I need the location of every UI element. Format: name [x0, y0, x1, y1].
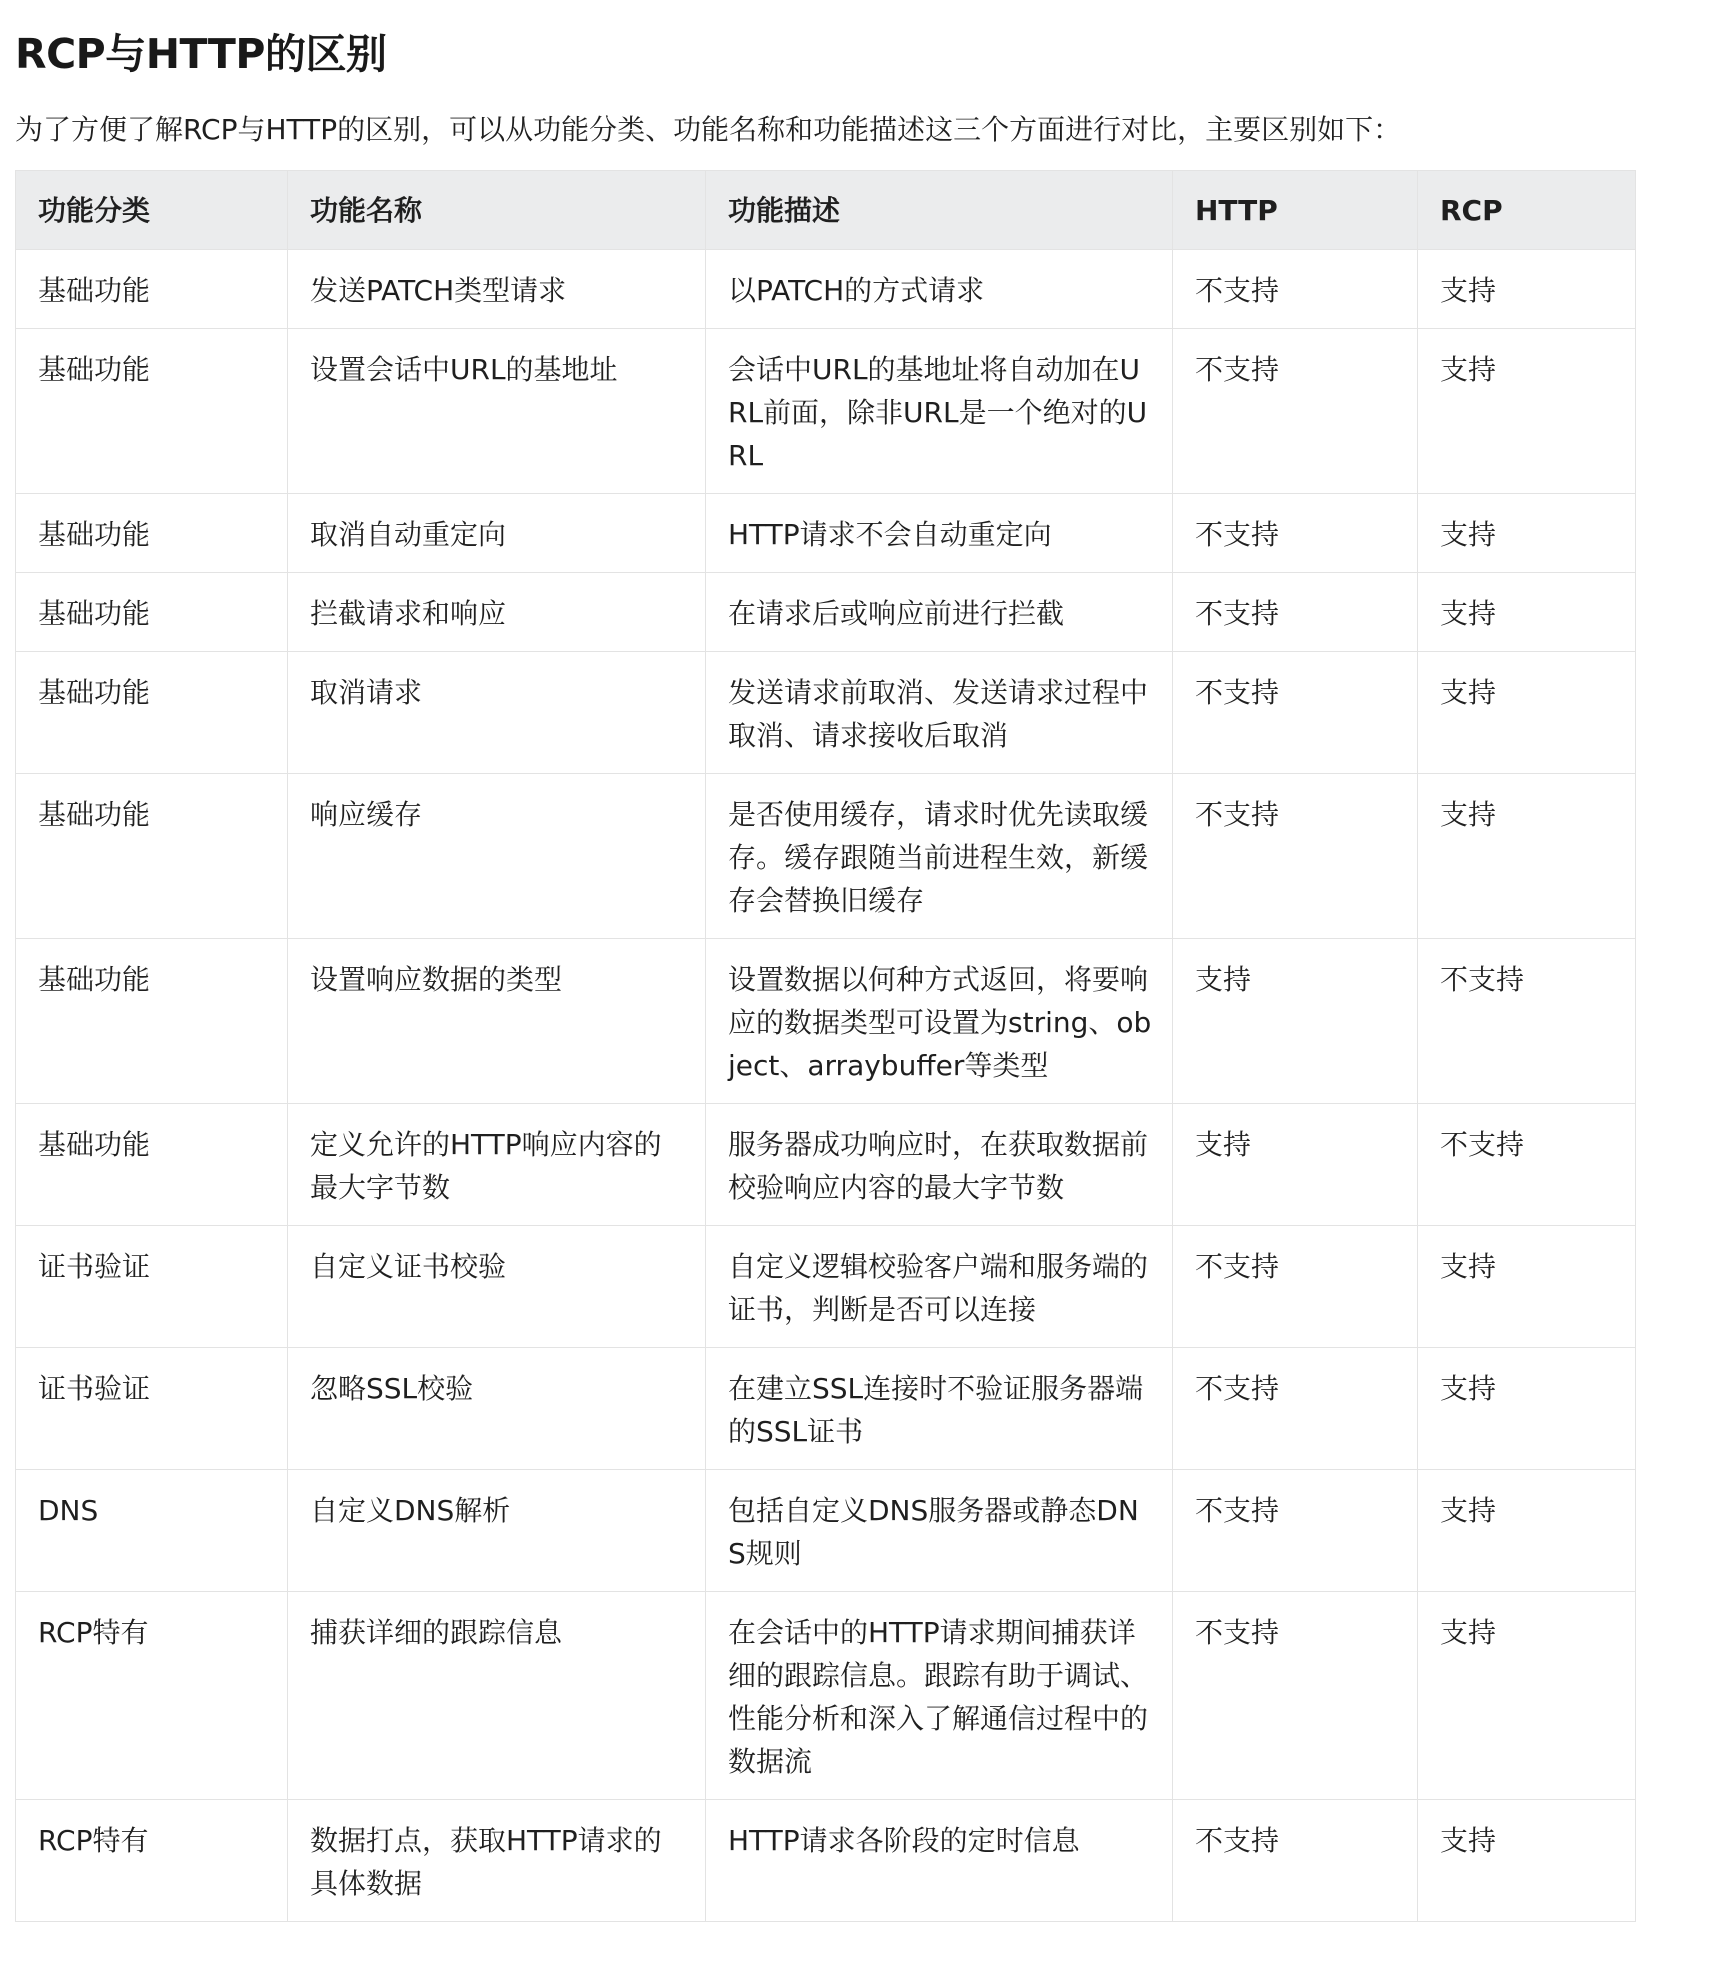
- cell-category: 基础功能: [16, 329, 288, 494]
- cell-description: 包括自定义DNS服务器或静态DNS规则: [706, 1470, 1173, 1592]
- table-row: [16, 573, 1636, 652]
- table-row: [16, 250, 1636, 329]
- cell-feature-name: 自定义证书校验: [288, 1226, 706, 1348]
- cell-http: 支持: [1173, 1104, 1418, 1226]
- cell-category: 证书验证: [16, 1348, 288, 1470]
- table-row: [16, 1104, 1636, 1226]
- cell-category: 基础功能: [16, 250, 288, 329]
- intro-paragraph: 为了方便了解RCP与HTTP的区别，可以从功能分类、功能名称和功能描述这三个方面进行对比，主要区别如下：: [15, 113, 1402, 146]
- cell-rcp: 支持: [1418, 573, 1636, 652]
- cell-rcp: 不支持: [1418, 1104, 1636, 1226]
- page-title: RCP与HTTP的区别: [15, 30, 387, 78]
- table-row: [16, 1592, 1636, 1800]
- cell-description: 以PATCH的方式请求: [706, 250, 1173, 329]
- table-row: [16, 652, 1636, 774]
- cell-description: 在会话中的HTTP请求期间捕获详细的跟踪信息。跟踪有助于调试、性能分析和深入了解通信过程中的数据流: [706, 1592, 1173, 1800]
- cell-feature-name: 取消请求: [288, 652, 706, 774]
- cell-category: 基础功能: [16, 573, 288, 652]
- cell-category: 证书验证: [16, 1226, 288, 1348]
- cell-feature-name: 发送PATCH类型请求: [288, 250, 706, 329]
- cell-feature-name: 设置响应数据的类型: [288, 939, 706, 1104]
- cell-http: 不支持: [1173, 1592, 1418, 1800]
- table-header: [16, 171, 1636, 250]
- header-row: [16, 171, 1636, 250]
- header-feature-name: 功能名称: [288, 171, 706, 250]
- cell-rcp: 支持: [1418, 1226, 1636, 1348]
- cell-rcp: 支持: [1418, 1592, 1636, 1800]
- cell-description: 发送请求前取消、发送请求过程中取消、请求接收后取消: [706, 652, 1173, 774]
- cell-http: 不支持: [1173, 652, 1418, 774]
- cell-http: 不支持: [1173, 1470, 1418, 1592]
- cell-rcp: 支持: [1418, 1800, 1636, 1922]
- cell-feature-name: 忽略SSL校验: [288, 1348, 706, 1470]
- cell-feature-name: 定义允许的HTTP响应内容的最大字节数: [288, 1104, 706, 1226]
- table-row: [16, 494, 1636, 573]
- cell-category: 基础功能: [16, 494, 288, 573]
- cell-feature-name: 自定义DNS解析: [288, 1470, 706, 1592]
- table-row: [16, 774, 1636, 939]
- header-http: HTTP: [1173, 171, 1418, 250]
- cell-feature-name: 捕获详细的跟踪信息: [288, 1592, 706, 1800]
- cell-description: 在请求后或响应前进行拦截: [706, 573, 1173, 652]
- cell-rcp: 支持: [1418, 494, 1636, 573]
- cell-rcp: 支持: [1418, 250, 1636, 329]
- table-row: [16, 1470, 1636, 1592]
- table-body: [16, 250, 1636, 1922]
- cell-http: 不支持: [1173, 1800, 1418, 1922]
- table-row: [16, 1348, 1636, 1470]
- table-row: [16, 1800, 1636, 1922]
- cell-http: 不支持: [1173, 774, 1418, 939]
- header-description: 功能描述: [706, 171, 1173, 250]
- cell-http: 不支持: [1173, 1226, 1418, 1348]
- header-rcp: RCP: [1418, 171, 1636, 250]
- table-row: [16, 939, 1636, 1104]
- cell-rcp: 支持: [1418, 652, 1636, 774]
- cell-description: 服务器成功响应时，在获取数据前校验响应内容的最大字节数: [706, 1104, 1173, 1226]
- cell-category: 基础功能: [16, 774, 288, 939]
- cell-category: DNS: [16, 1470, 288, 1592]
- cell-http: 支持: [1173, 939, 1418, 1104]
- cell-category: 基础功能: [16, 939, 288, 1104]
- cell-description: 会话中URL的基地址将自动加在URL前面，除非URL是一个绝对的URL: [706, 329, 1173, 494]
- cell-rcp: 支持: [1418, 1348, 1636, 1470]
- cell-feature-name: 设置会话中URL的基地址: [288, 329, 706, 494]
- cell-http: 不支持: [1173, 494, 1418, 573]
- table-row: [16, 1226, 1636, 1348]
- header-category: 功能分类: [16, 171, 288, 250]
- cell-http: 不支持: [1173, 329, 1418, 494]
- cell-category: RCP特有: [16, 1800, 288, 1922]
- cell-rcp: 支持: [1418, 329, 1636, 494]
- cell-category: RCP特有: [16, 1592, 288, 1800]
- cell-category: 基础功能: [16, 652, 288, 774]
- cell-description: 自定义逻辑校验客户端和服务端的证书，判断是否可以连接: [706, 1226, 1173, 1348]
- cell-feature-name: 响应缓存: [288, 774, 706, 939]
- comparison-table: [15, 170, 1636, 1922]
- cell-category: 基础功能: [16, 1104, 288, 1226]
- cell-feature-name: 数据打点，获取HTTP请求的具体数据: [288, 1800, 706, 1922]
- cell-http: 不支持: [1173, 1348, 1418, 1470]
- cell-description: 是否使用缓存，请求时优先读取缓存。缓存跟随当前进程生效，新缓存会替换旧缓存: [706, 774, 1173, 939]
- cell-rcp: 不支持: [1418, 939, 1636, 1104]
- cell-rcp: 支持: [1418, 1470, 1636, 1592]
- cell-feature-name: 拦截请求和响应: [288, 573, 706, 652]
- table-row: [16, 329, 1636, 494]
- cell-description: 在建立SSL连接时不验证服务器端的SSL证书: [706, 1348, 1173, 1470]
- cell-feature-name: 取消自动重定向: [288, 494, 706, 573]
- cell-description: HTTP请求各阶段的定时信息: [706, 1800, 1173, 1922]
- cell-description: 设置数据以何种方式返回，将要响应的数据类型可设置为string、object、arraybuffer等类型: [706, 939, 1173, 1104]
- cell-http: 不支持: [1173, 250, 1418, 329]
- cell-description: HTTP请求不会自动重定向: [706, 494, 1173, 573]
- cell-http: 不支持: [1173, 573, 1418, 652]
- cell-rcp: 支持: [1418, 774, 1636, 939]
